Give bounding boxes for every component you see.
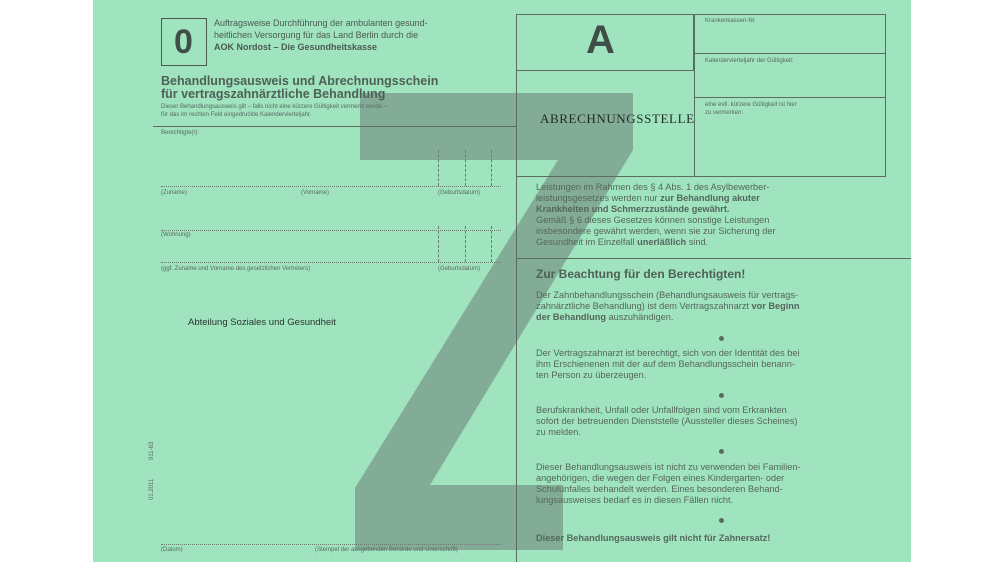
side-code-2: 911-63 (149, 441, 155, 460)
geburtsdatum-label-1: (Geburtsdatum) (438, 190, 481, 196)
leistungen-line-5: insbesondere gewährt werden, wenn sie zur Sicherung der (536, 226, 776, 236)
leistungen-line-3: Krankheiten und Schmerzzustände gewährt. (536, 204, 730, 214)
stempel-label: (Stempel der ausgebenden Behörde und Unterschrift) (315, 547, 458, 553)
zuname-label: (Zuname) (161, 190, 188, 196)
note-2-line-2: ihm Erschienenen mit der auf dem Behandlungsschein benann- (536, 359, 795, 369)
note-2-line-3: ten Person zu überzeugen. (536, 370, 647, 380)
bullet-icon (719, 393, 724, 398)
insurer-name: AOK Nordost – Die Gesundheitskasse (214, 42, 378, 52)
validity-note-1: Dieser Behandlungsausweis gilt – falls nicht eine kürzere Gültigkeit vermerkt wurde – (161, 104, 388, 110)
note-4-line-4: lungsausweises bedarf es in diesen Fällen nicht. (536, 495, 734, 505)
leistungen-line-2: leistungsgesetzes werden nur zur Behandlung akuter (536, 193, 760, 203)
form-title-line-1: Behandlungsausweis und Abrechnungsschein (161, 74, 439, 88)
intro-line-2: heitlichen Versorgung für das Land Berlin durch die (214, 30, 419, 40)
abrechnungsstelle-label: ABRECHNUNGSSTELLE (540, 111, 695, 126)
note-5: Dieser Behandlungsausweis gilt nicht für Zahnersatz! (536, 533, 771, 543)
leistungen-line-1: Leistungen im Rahmen des § 4 Abs. 1 des Asylbewerber- (536, 182, 770, 192)
address-field-line[interactable] (161, 230, 501, 231)
note-3-line-2: sofort der betreuenden Dienststelle (Aussteller dieses Scheines) (536, 416, 798, 426)
beachtung-title: Zur Beachtung für den Berechtigten! (536, 267, 746, 281)
datum-label: (Datum) (161, 547, 183, 553)
bullet-icon (719, 336, 724, 341)
bullet-icon (719, 518, 724, 523)
geburtsdatum-label-2: (Geburtsdatum) (438, 266, 481, 272)
kuerzere-label-1: eine evtl. kürzere Gültigkeit ist hier (705, 102, 797, 108)
form-title-line-2: für vertragszahnärztliche Behandlung (161, 87, 386, 101)
note-1-line-2: zahnärztliche Behandlung) ist dem Vertragszahnarzt vor Beginn (536, 301, 800, 311)
leistungen-line-4: Gemäß § 6 dieses Gesetzes können sonstige Leistungen (536, 215, 770, 225)
note-4-line-2: angehörigen, die wegen der Folgen eines Kindergarten- oder (536, 473, 785, 483)
kalendervierteljahr-label: Kalendervierteljahr der Gültigkeit: (705, 58, 794, 64)
vorname-label: (Vorname) (301, 190, 330, 196)
krankenkassen-nr-label: Krankenkassen-Nr. (705, 18, 757, 24)
bullet-icon (719, 449, 724, 454)
note-4-line-1: Dieser Behandlungsausweis ist nicht zu verwenden bei Familien- (536, 462, 801, 472)
note-3-line-3: zu melden. (536, 427, 581, 437)
treatment-form (93, 0, 911, 562)
signature-field-line[interactable] (161, 544, 501, 545)
code-box: 0 (161, 18, 207, 66)
letter-box: A (518, 14, 694, 70)
note-1-line-1: Der Zahnbehandlungsschein (Behandlungsausweis für vertrags- (536, 290, 798, 300)
note-4-line-3: Schulunfalles behandelt werden. Eines besonderen Behand- (536, 484, 783, 494)
note-1-line-3: der Behandlung auszuhändigen. (536, 312, 674, 322)
representative-field-line[interactable] (161, 262, 501, 263)
leistungen-line-6: Gesundheit im Einzelfall unerläßlich sind. (536, 237, 709, 247)
intro-line-1: Auftragsweise Durchführung der ambulanten gesund- (214, 18, 428, 28)
side-code-1: 01.2011 (149, 478, 155, 500)
vertreter-label: (ggf. Zuname und Vorname des gesetzlichen Vertreters) (161, 266, 311, 272)
abteilung-label: Abteilung Soziales und Gesundheit (188, 317, 336, 328)
berechtigter-label: Berechtigte(r): (161, 130, 200, 136)
note-2-line-1: Der Vertragszahnarzt ist berechtigt, sich von der Identität des bei (536, 348, 800, 358)
kuerzere-label-2: zu vermerken: (705, 110, 744, 116)
wohnung-label: (Wohnung) (161, 232, 191, 238)
validity-note-2: für das im rechten Feld eingedruckte Kalendervierteljahr. (161, 112, 312, 118)
note-3-line-1: Berufskrankheit, Unfall oder Unfallfolgen sind vom Erkrankten (536, 405, 787, 415)
name-field-line[interactable] (161, 186, 501, 187)
